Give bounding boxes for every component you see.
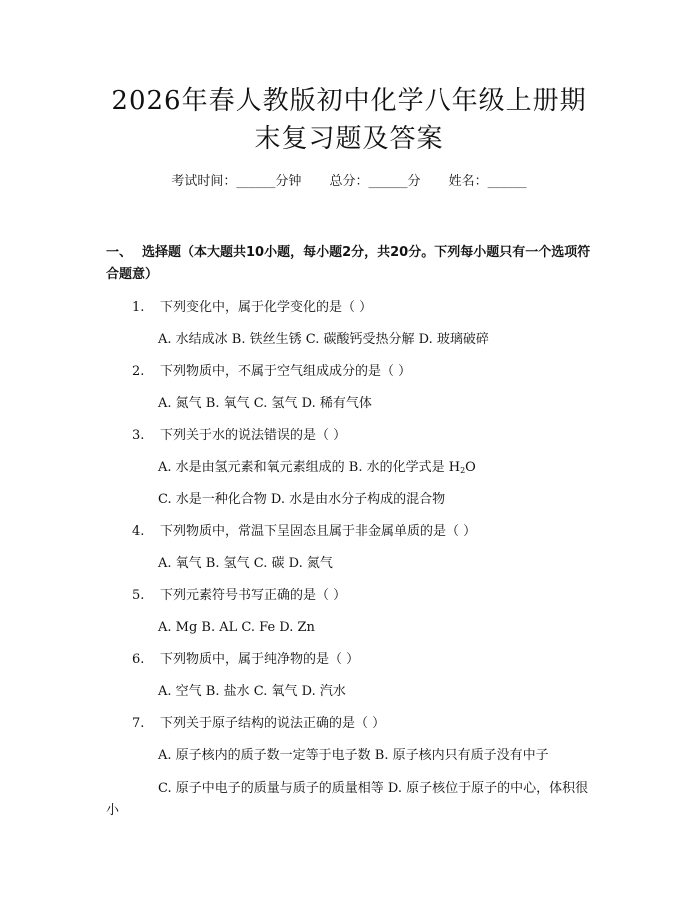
question-options: A. Mg B. AL C. Fe D. Zn [158, 620, 315, 635]
document-title: 2026年春人教版初中化学八年级上册期末复习题及答案 [111, 86, 587, 154]
student-name: 姓名：______ [448, 174, 527, 189]
section-text: 选择题（本大题共10小题，每小题2分，共20分。下列每小题只有一个选项符合题意） [106, 245, 591, 282]
question-stem: 下列关于水的说法错误的是（ ） [160, 428, 347, 443]
question-5 [106, 586, 592, 618]
question-number: 6. [132, 652, 145, 667]
question-options: A. 氮气 B. 氧气 C. 氢气 D. 稀有气体 [158, 396, 372, 411]
question-number: 7. [132, 716, 145, 731]
question-number: 3. [132, 428, 145, 443]
question-stem: 下列变化中，属于化学变化的是（ ） [160, 300, 373, 315]
question-1 [106, 298, 592, 330]
question-number: 2. [132, 364, 145, 379]
exam-score: 总分：______分 [329, 174, 421, 189]
section-number: 一、 [106, 245, 133, 260]
question-7 [106, 714, 592, 746]
question-6 [106, 650, 592, 682]
question-options: A. 氧气 B. 氢气 C. 碳 D. 氮气 [158, 556, 333, 571]
question-options: A. 空气 B. 盐水 C. 氧气 D. 汽水 [158, 684, 346, 699]
subscript: 2 [460, 466, 466, 475]
question-number: 1. [132, 300, 145, 315]
question-options: A. 原子核内的质子数一定等于电子数 B. 原子核内只有质子没有中子 [158, 748, 549, 763]
question-list [106, 298, 592, 822]
question-options [106, 458, 592, 490]
question-2 [106, 362, 592, 394]
question-stem: 下列物质中，不属于空气组成成分的是（ ） [160, 364, 412, 379]
question-options: C. 原子中电子的质量与质子的质量相等 D. 原子核位于原子的中心，体积很小 [106, 781, 589, 818]
question-stem: 下列物质中，常温下呈固态且属于非金属单质的是（ ） [160, 524, 477, 539]
section-heading [106, 242, 592, 286]
exam-info [106, 172, 592, 192]
option-text: A. 水是由氢元素和氧元素组成的 B. 水的化学式是 H [158, 460, 461, 475]
question-stem: 下列元素符号书写正确的是（ ） [160, 588, 347, 603]
exam-time: 考试时间：______分钟 [171, 174, 302, 189]
question-options: C. 水是一种化合物 D. 水是由水分子构成的混合物 [158, 492, 446, 507]
question-number: 4. [132, 524, 145, 539]
question-options: A. 水结成冰 B. 铁丝生锈 C. 碳酸钙受热分解 D. 玻璃破碎 [158, 332, 489, 347]
question-3 [106, 426, 592, 458]
option-text: O [465, 460, 476, 475]
question-stem: 下列关于原子结构的说法正确的是（ ） [160, 716, 386, 731]
question-stem: 下列物质中，属于纯净物的是（ ） [160, 652, 360, 667]
question-number: 5. [132, 588, 145, 603]
question-4 [106, 522, 592, 554]
